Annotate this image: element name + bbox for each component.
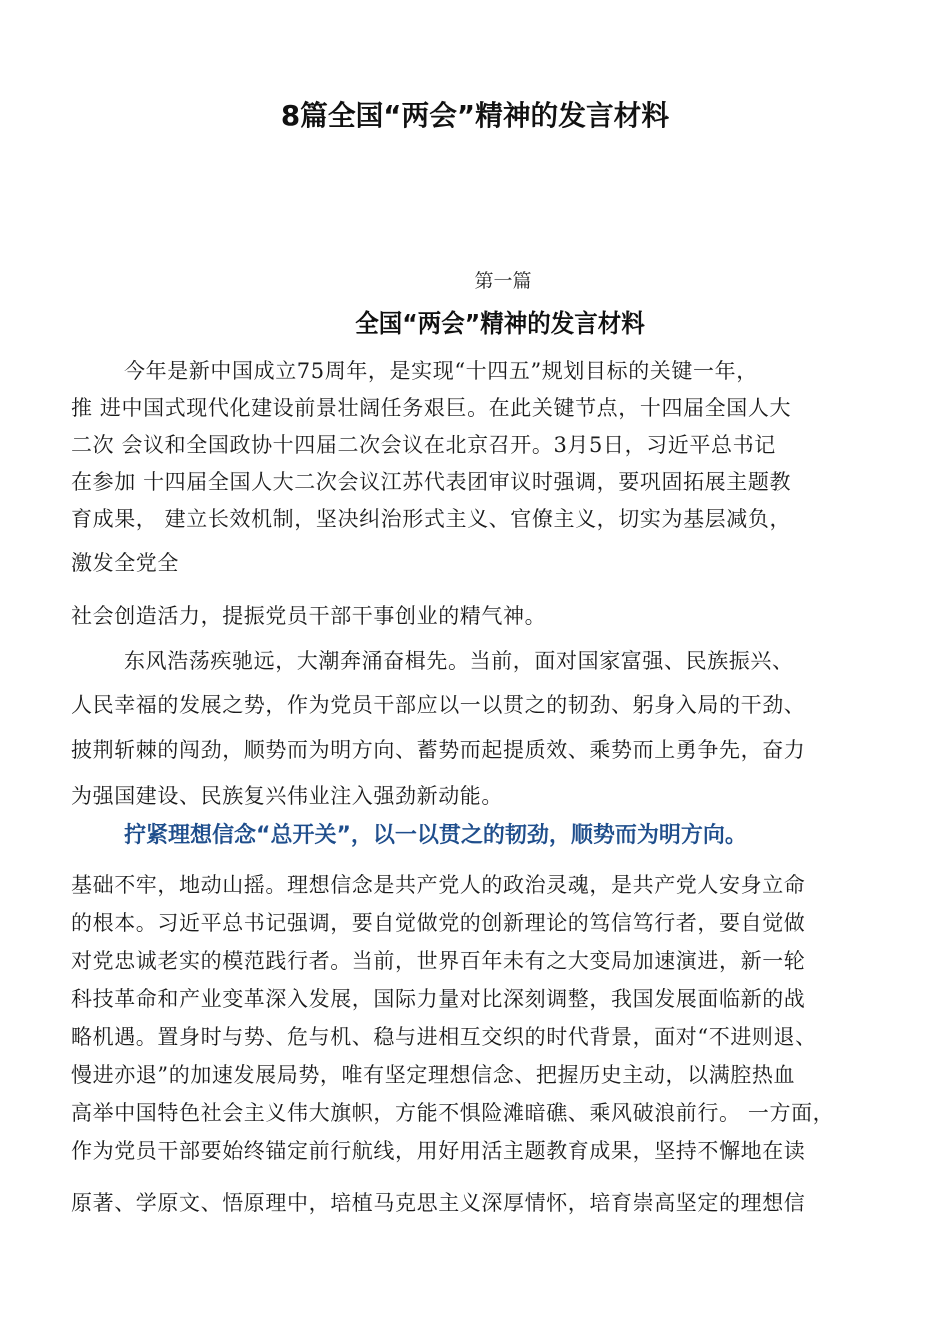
section-heading: 拧紧理想信念“总开关”，以一以贯之的韧劲，顺势而为明方向。	[124, 823, 747, 848]
text-line: 育成果， 建立长效机制，坚决纠治形式主义、官僚主义，切实为基层减负，	[71, 507, 792, 531]
section-title: 全国“两会”精神的发言材料	[355, 309, 645, 338]
text-line: 为强国建设、民族复兴伟业注入强劲新动能。	[71, 784, 503, 808]
text-line: 基础不牢，地动山摇。理想信念是共产党人的政治灵魂，是共产党人安身立命	[71, 873, 806, 897]
section-label: 第一篇	[474, 270, 532, 292]
text-line: 今年是新中国成立75周年，是实现“十四五”规划目标的关键一年，	[124, 359, 758, 383]
text-line: 慢进亦退”的加速发展局势，唯有坚定理想信念、把握历史主动，以满腔热血	[71, 1063, 796, 1087]
text-line: 的根本。习近平总书记强调，要自觉做党的创新理论的笃信笃行者，要自觉做	[71, 911, 806, 935]
text-line: 对党忠诚老实的模范践行者。当前，世界百年未有之大变局加速演进，新一轮	[71, 949, 806, 973]
text-line: 推 进中国式现代化建设前景壮阔任务艰巨。在此关键节点，十四届全国人大	[71, 396, 792, 420]
text-line: 社会创造活力，提振党员干部干事创业的精气神。	[71, 604, 547, 628]
text-line: 略机遇。置身时与势、危与机、稳与进相互交织的时代背景，面对“不进则退、	[71, 1025, 817, 1049]
text-line: 激发全党全	[71, 551, 179, 575]
text-line: 原著、学原文、悟原理中，培植马克思主义深厚情怀，培育崇高坚定的理想信	[71, 1191, 806, 1215]
text-line: 作为党员干部要始终锚定前行航线，用好用活主题教育成果，坚持不懈地在读	[71, 1139, 806, 1163]
document-title: 8篇全国“两会”精神的发言材料	[280, 99, 670, 132]
text-line: 二次 会议和全国政协十四届二次会议在北京召开。3月5日，习近平总书记	[71, 433, 776, 457]
text-line: 在参加 十四届全国人大二次会议江苏代表团审议时强调，要巩固拓展主题教	[71, 470, 792, 494]
text-line: 披荆斩棘的闯劲，顺势而为明方向、蓄势而起提质效、乘势而上勇争先，奋力	[71, 738, 806, 762]
text-line: 科技革命和产业变革深入发展，国际力量对比深刻调整，我国发展面临新的战	[71, 987, 806, 1011]
text-line: 人民幸福的发展之势，作为党员干部应以一以贯之的韧劲、躬身入局的干劲、	[71, 693, 806, 717]
text-line: 东风浩荡疾驰远，大潮奔涌奋楫先。当前，面对国家富强、民族振兴、	[124, 649, 794, 673]
text-line: 高举中国特色社会主义伟大旗帜，方能不惧险滩暗礁、乘风破浪前行。 一方面，	[71, 1101, 835, 1125]
